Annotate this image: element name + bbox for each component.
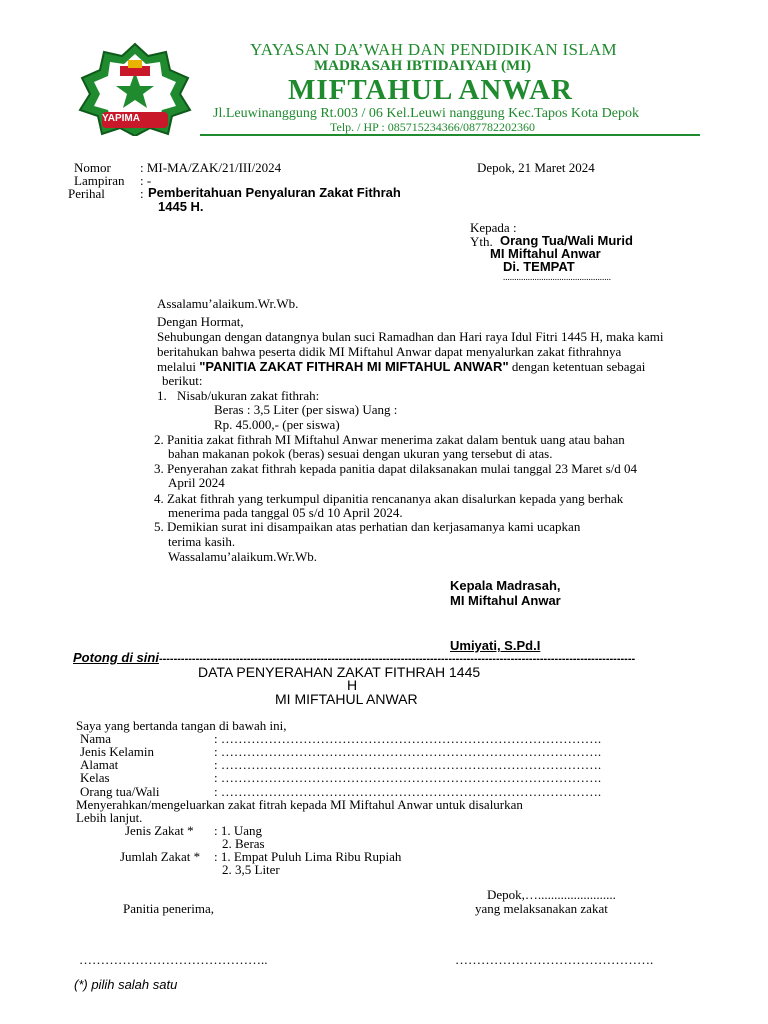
field-label-kelas: Kelas [80,770,110,785]
list-item: Nisab/ukuran zakat fithrah: [177,388,320,403]
field-label-alamat: Alamat [80,757,119,772]
list-subitem: Beras : 3,5 Liter (per siswa) Uang : [214,402,398,417]
field-input-jenis-kelamin[interactable]: : ……………………………………………………………………………. [214,744,602,759]
jumlah-zakat-option-liter[interactable]: 2. 3,5 Liter [222,862,280,877]
giver-signature-line[interactable]: ………………………………………. [455,952,654,967]
form-title-line2: H [347,677,358,693]
list-item: terima kasih. [168,534,236,549]
committee-name: "PANITIA ZAKAT FITHRAH MI MIFTAHUL ANWAR" [199,359,509,374]
paragraph-line: beritahukan bahwa peserta didik MI Miftahul Anwar dapat menyalurkan zakat fithrahnya [157,344,622,359]
opening: Dengan Hormat, [157,314,244,329]
list-subitem: Rp. 45.000,- (per siswa) [214,417,340,432]
signatory-name: Umiyati, S.Pd.I [450,638,541,653]
letter-date: Depok, 21 Maret 2024 [477,160,595,175]
perihal-value: Pemberitahuan Penyaluran Zakat Fithrah [148,185,401,200]
closing: Wassalamu’alaikum.Wr.Wb. [168,549,317,564]
form-intro: Saya yang bertanda tangan di bawah ini, [76,718,287,733]
perihal-colon: : [140,186,144,201]
signature-institution: MI Miftahul Anwar [450,593,561,608]
form-subtitle: MI MIFTAHUL ANWAR [275,691,418,707]
form-statement-line2: Lebih lanjut. [76,810,143,825]
header-divider [200,134,700,136]
school-type: MADRASAH IBTIDAIYAH (MI) [314,58,531,74]
cut-dashes: ---------------------------------------------------------------------------------------------------------------------------------- [158,653,636,665]
nomor-value: : MI-MA/ZAK/21/III/2024 [140,160,282,175]
yth-label: Yth. [470,234,493,249]
list-item: menerima pada tanggal 05 s/d 10 April 2024. [168,505,403,520]
list-number: 1. [157,388,167,403]
nomor-label: Nomor [74,160,111,175]
paragraph-line: berikut: [162,373,203,388]
field-input-kelas[interactable]: : ……………………………………………………………………………. [214,770,602,785]
foundation-name: YAYASAN DA’WAH DAN PENDIDIKAN ISLAM [250,40,617,59]
list-item: 2. Panitia zakat fithrah MI Miftahul Anwar menerima zakat dalam bentuk uang atau bahan [154,432,625,447]
receiver-label: Panitia penerima, [123,901,214,916]
list-item: bahan makanan pokok (beras) sesuai dengan ukuran yang tersebut di atas. [168,446,553,461]
field-input-nama[interactable]: : ……………………………………………………………………………. [214,731,602,746]
paragraph-line [157,359,645,375]
school-name: MIFTAHUL ANWAR [288,74,573,106]
perihal-label: Perihal [68,186,105,201]
jenis-zakat-label: Jenis Zakat * [125,823,194,838]
field-input-alamat[interactable]: : ……………………………………………………………………………. [214,757,602,772]
field-label-jenis-kelamin: Jenis Kelamin [80,744,155,759]
field-input-orang-tua[interactable]: : ……………………………………………………………………………. [214,784,602,799]
school-phone: Telp. / HP : 085715234366/087782202360 [330,120,536,134]
recipient-line1: Orang Tua/Wali Murid [500,233,633,248]
receiver-signature-line[interactable]: …………………………………….. [79,952,268,967]
form-date-line[interactable]: Depok,…........................ [487,887,616,902]
list-item: 5. Demikian surat ini disampaikan atas perhatian dan kerjasamanya kami ucapkan [154,519,581,534]
perihal-value-line2: 1445 H. [158,199,204,214]
paragraph-text: dengan ketentuan sebagai [508,359,646,374]
paragraph-text: melalui [157,359,200,374]
greeting: Assalamu’alaikum.Wr.Wb. [157,296,299,311]
lampiran-value: : - [140,173,152,188]
list-item: April 2024 [168,475,225,490]
footnote: (*) pilih salah satu [74,977,178,992]
jumlah-zakat-option-uang[interactable]: : 1. Empat Puluh Lima Ribu Rupiah [214,849,402,864]
form-title: DATA PENYERAHAN ZAKAT FITHRAH 1445 [198,664,481,680]
list-item: 4. Zakat fithrah yang terkumpul dipanitia rencananya akan disalurkan kepada yang berhak [154,491,624,506]
giver-label: yang melaksanakan zakat [475,901,608,916]
jenis-zakat-option-beras[interactable]: 2. Beras [222,836,265,851]
logo-label: YAPIMA [102,113,140,124]
recipient-line2: MI Miftahul Anwar [490,246,601,261]
kepada-label: Kepada : [470,220,517,235]
signature-title: Kepala Madrasah, [450,578,561,593]
lampiran-label: Lampiran [74,173,125,188]
jumlah-zakat-label: Jumlah Zakat * [120,849,201,864]
cut-label: Potong di sini [73,650,159,665]
jenis-zakat-option-uang[interactable]: : 1. Uang [214,823,263,838]
form-statement: Menyerahkan/mengeluarkan zakat fitrah kepada MI Miftahul Anwar untuk disalurkan [76,797,523,812]
recipient-dots: ................................................ [503,272,611,282]
list-item: 3. Penyerahan zakat fithrah kepada panitia dapat dilaksanakan mulai tanggal 23 Maret s/d 04 [154,461,637,476]
field-label-orang-tua: Orang tua/Wali [80,784,160,799]
school-address: Jl.Leuwinanggung Rt.003 / 06 Kel.Leuwi nanggung Kec.Tapos Kota Depok [213,106,639,121]
field-label-nama: Nama [80,731,112,746]
recipient-line3: Di. TEMPAT [503,259,575,274]
paragraph-line: Sehubungan dengan datangnya bulan suci Ramadhan dan Hari raya Idul Fitri 1445 H, maka kami [157,329,664,344]
